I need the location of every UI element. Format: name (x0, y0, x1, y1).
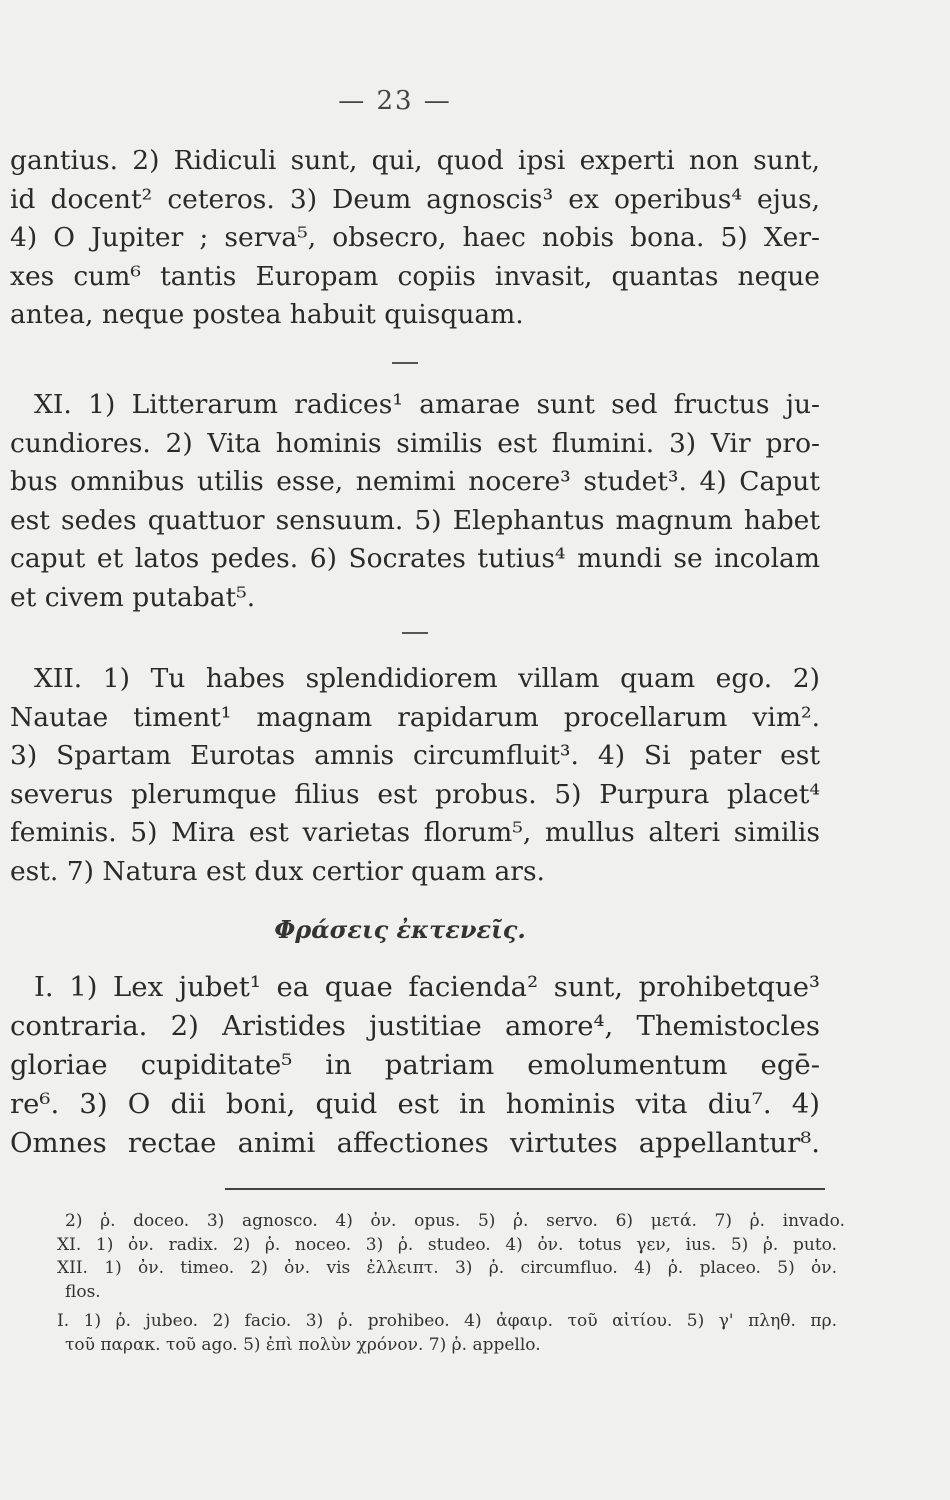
text-line: I. 1) Lex jubet¹ ea quae facienda² sunt, prohibetque³ (34, 971, 820, 1003)
footnote-line: XII. 1) ὀν. timeo. 2) ὀν. vis ἐλλειπτ. 3) ῥ. circumfluo. 4) ῥ. placeo. 5) ὀν. (57, 1258, 837, 1278)
text-line: antea, neque postea habuit quisquam. (10, 299, 524, 330)
page-number: — 23 — (338, 86, 452, 116)
text-line: xes cum⁶ tantis Europam copiis invasit, quantas neque (10, 260, 820, 292)
text-line: gantius. 2) Ridiculi sunt, qui, quod ipsi experti non sunt, (10, 145, 820, 176)
paragraph-phrases (10, 968, 820, 1163)
text-line: severus plerumque filius est probus. 5) Purpura placet⁴ (10, 778, 820, 810)
paragraph-section-xi (10, 386, 820, 617)
text-line: Omnes rectae animi affectiones virtutes appellantur⁸. (10, 1127, 820, 1159)
text-line: et civem putabat⁵. (10, 581, 256, 613)
text-line: est. 7) Natura est dux certior quam ars. (10, 855, 545, 887)
text-line: Nautae timent¹ magnam rapidarum procellarum vim². (10, 701, 820, 733)
text-line: 3) Spartam Eurotas amnis circumfluit³. 4) Si pater est (10, 740, 820, 771)
paragraph-continued (10, 142, 820, 335)
text-line: id docent² ceteros. 3) Deum agnoscis³ ex operibus⁴ ejus, (10, 183, 820, 215)
footnote-line: flos. (65, 1281, 101, 1302)
text-line: feminis. 5) Mira est varietas florum⁵, mullus alteri similis (10, 817, 820, 848)
section-heading: Φράσεις ἐκτενεῖς. (274, 915, 526, 944)
text-line: caput et latos pedes. 6) Socrates tutius⁴ mundi se incolam (10, 543, 820, 574)
footnote-line: I. 1) ῥ. jubeo. 2) facio. 3) ῥ. prohibeo. 4) ἀφαιρ. τοῦ αἰτίου. 5) γ' πληθ. πρ. (57, 1311, 837, 1331)
footnote-line: 2) ῥ. doceo. 3) agnosco. 4) ὀν. opus. 5) ῥ. servo. 6) μετά. 7) ῥ. invado. (65, 1211, 845, 1231)
text-line: est sedes quattuor sensuum. 5) Elephantus magnum habet (10, 504, 820, 536)
text-line: XI. 1) Litterarum radices¹ amarae sunt sed fructus ju- (34, 389, 820, 420)
text-line: cundiores. 2) Vita hominis similis est flumini. 3) Vir pro- (10, 427, 820, 459)
text-line: 4) O Jupiter ; serva⁵, obsecro, haec nobis bona. 5) Xer- (10, 222, 820, 253)
footnotes (57, 1210, 845, 1357)
footnote-rule (225, 1188, 825, 1190)
footnote-line: τοῦ παρακ. τοῦ ago. 5) ἐπὶ πολὺν χρόνον. 7) ῥ. appello. (65, 1334, 541, 1355)
section-divider (392, 362, 418, 364)
text-line: re⁶. 3) O dii boni, quid est in hominis vita diu⁷. 4) (10, 1088, 820, 1120)
text-line: XII. 1) Tu habes splendidiorem villam quam ego. 2) (34, 663, 820, 694)
footnote-line: XI. 1) ὀν. radix. 2) ῥ. noceo. 3) ῥ. studeo. 4) ὀν. totus γεν, ius. 5) ῥ. puto. (57, 1234, 837, 1255)
text-line: bus omnibus utilis esse, nemimi nocere³ studet³. 4) Caput (10, 466, 820, 497)
text-line: gloriae cupiditate⁵ in patriam emolumentum egē- (10, 1049, 820, 1081)
paragraph-section-xii (10, 660, 820, 891)
text-line: contraria. 2) Aristides justitiae amore⁴, Themistocles (10, 1010, 820, 1042)
section-divider (402, 632, 428, 634)
